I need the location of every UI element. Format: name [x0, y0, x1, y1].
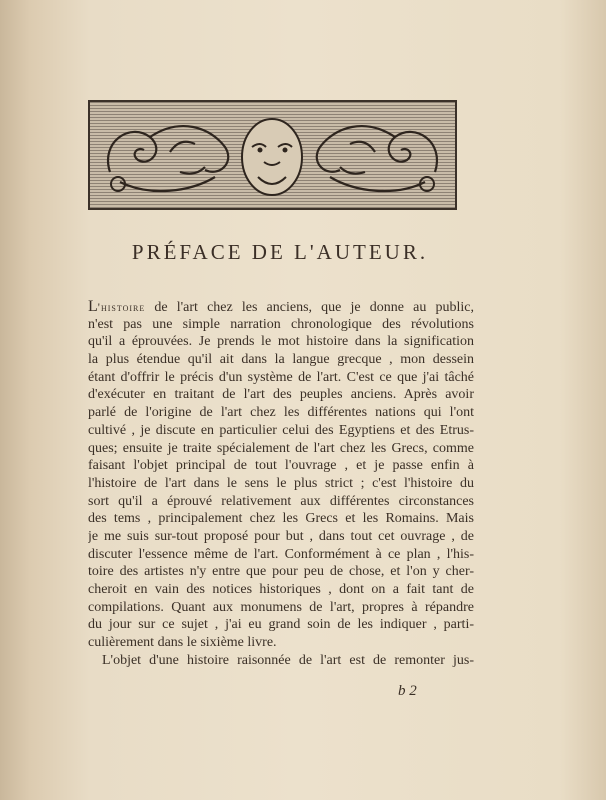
text-line: parlé de l'origine de l'art chez les différentes nations qui l'ont: [88, 405, 474, 421]
text-line: qu'il a éprouvées. Je prends le mot histoire dans la signification: [88, 334, 474, 350]
body-text: [88, 298, 474, 669]
text-line: culièrement dans le sixième livre.: [88, 635, 277, 651]
text-line: [88, 298, 474, 316]
text-line: d'exécuter en traitant de l'art des peuples anciens. Après avoir: [88, 387, 474, 403]
text-line: L'objet d'une histoire raisonnée de l'art est de remonter jus-: [102, 652, 474, 668]
text-line: la plus étendue qu'il ait dans la langue grecque , mon dessein: [88, 352, 474, 368]
text-line: du jour sur ce sujet , j'ai eu grand soin de les indiquer , parti-: [88, 617, 474, 633]
text-line: cultivé , je discute en particulier celui des Egyptiens et des Etrus-: [88, 422, 474, 438]
text-line: n'est pas une simple narration chronologique des révolutions: [88, 316, 474, 332]
text-line: étant d'offrir le précis d'un système de l'art. C'est ce que j'ai tâché: [88, 369, 474, 385]
signature-mark: b 2: [398, 683, 417, 699]
text-span: de l'art chez les anciens, que je donne au public,: [145, 300, 474, 315]
text-line: des tems , principalement chez les Grecs et les Romains. Mais: [88, 511, 474, 527]
text-line: sort qu'il a éprouvé relativement aux différentes circonstances: [88, 493, 474, 509]
text-line: je me suis sur-tout proposé pour but , dans tout cet ouvrage , de: [88, 528, 474, 544]
text-line: compilations. Quant aux monumens de l'art, propres à répandre: [88, 599, 474, 615]
engraved-ornament-mask-foliage: [88, 100, 457, 210]
text-line: discuter l'essence même de l'art. Conformément à ce plan , l'his-: [88, 546, 474, 562]
text-line: faisant l'objet principal de tout l'ouvrage , et je passe enfin à: [88, 458, 474, 474]
text-line: toire des artistes n'y entre que pour peu de chose, et l'on y cher-: [88, 564, 474, 580]
page-title: PRÉFACE DE L'AUTEUR.: [131, 240, 429, 264]
text-line: l'histoire de l'art dans le sens le plus strict ; c'est l'histoire du: [88, 475, 474, 491]
text-line: ques; ensuite je traite spécialement de l'art chez les Grecs, comme: [88, 440, 474, 456]
drop-letter: L: [88, 298, 98, 315]
text-line: cheroit en vain des notices historiques , dont on a fait tant de: [88, 582, 474, 597]
small-caps-word: 'histoire: [97, 300, 146, 314]
